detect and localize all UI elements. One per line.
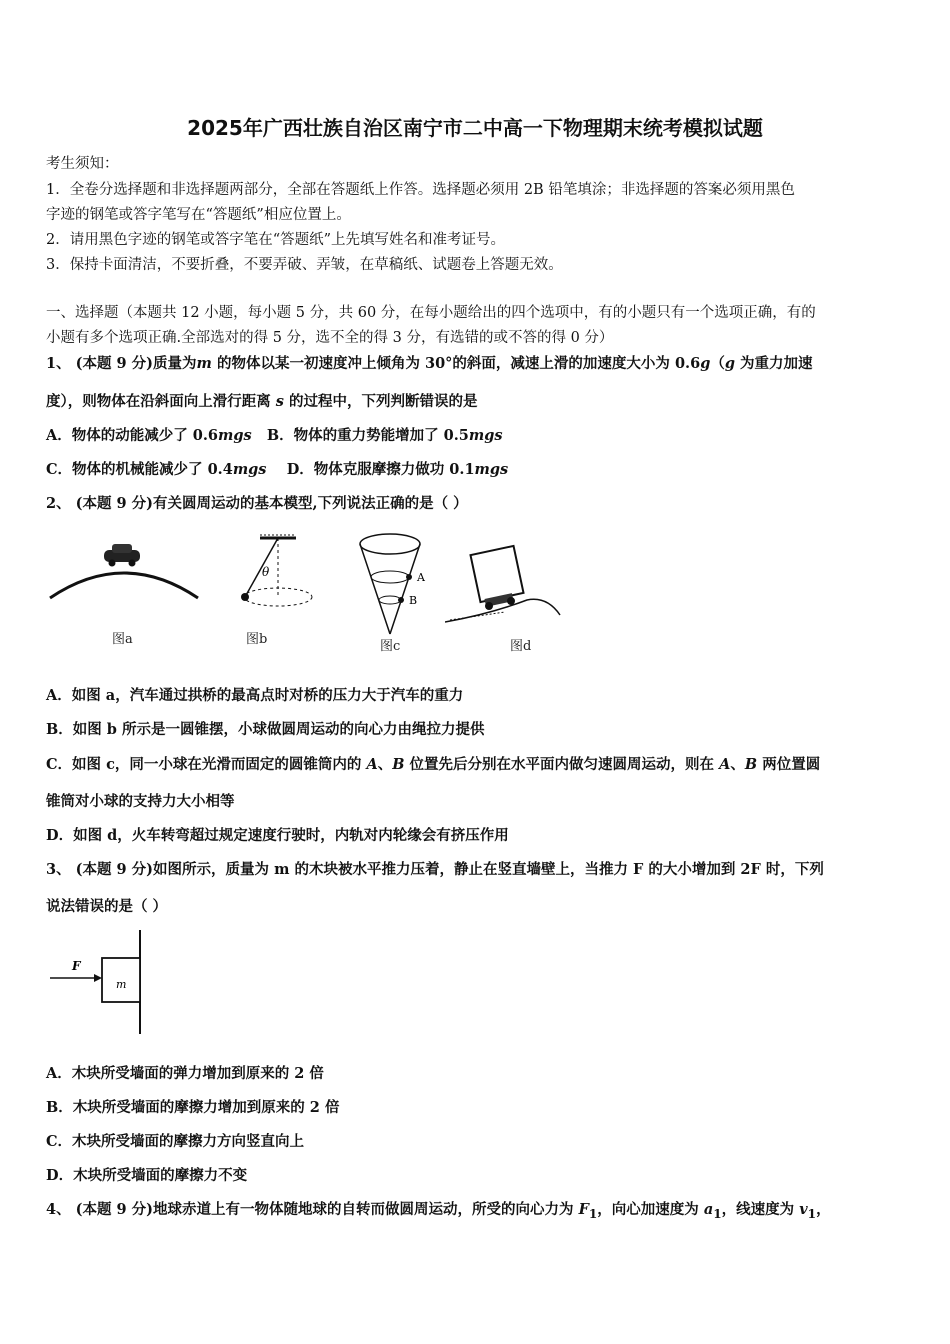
caption-fig-b: 图b xyxy=(246,632,268,647)
q2-option-c-line1: C．如图 c，同一小球在光滑而固定的圆锥筒内的 A、B 位置先后分别在水平面内做匀速圆周运动，则在 A、B 两位置圆 xyxy=(46,756,821,773)
point-b-label: B xyxy=(409,594,418,607)
q3-option-a: A．木块所受墙面的弹力增加到原来的 2 倍 xyxy=(46,1065,324,1082)
q3-option-c: C．木块所受墙面的摩擦力方向竖直向上 xyxy=(46,1133,305,1150)
notice-item-1: 1．全卷分选择题和非选择题两部分，全部在答题纸上作答。选择题必须用 2B 铅笔填涂；非选择题的答案必须用黑色 xyxy=(46,182,795,198)
q2-option-b: B．如图 b 所示是一圆锥摆，小球做圆周运动的向心力由绳拉力提供 xyxy=(46,721,485,738)
q2-option-d: D．如图 d，火车转弯超过规定速度行驶时，内轨对内轮缘会有挤压作用 xyxy=(46,827,509,844)
caption-fig-d: 图d xyxy=(510,639,532,654)
force-f-label: F xyxy=(72,959,81,973)
notice-item-1-cont: 字迹的钢笔或答字笔写在“答题纸”相应位置上。 xyxy=(46,207,351,223)
q1-options-cd xyxy=(46,458,508,479)
figure-b-conical-pendulum xyxy=(230,534,320,624)
q2-option-a: A．如图 a，汽车通过拱桥的最高点时对桥的压力大于汽车的重力 xyxy=(46,687,464,704)
q1-options-ab xyxy=(46,424,503,445)
caption-fig-a: 图a xyxy=(112,632,133,647)
q1-option-d: D．物体克服摩擦力做功 0.1mgs xyxy=(286,461,509,478)
notice-item-2: 2．请用黑色字迹的钢笔或答字笔在“答题纸”上先填写姓名和准考证号。 xyxy=(46,232,506,248)
figure-d-train-curve xyxy=(445,540,565,630)
page-title: 2025年广西壮族自治区南宁市二中高一下物理期末统考模拟试题 xyxy=(187,116,763,140)
section-header-line2: 小题有多个选项正确.全部选对的得 5 分，选不全的得 3 分，有选错的或不答的得 0 分） xyxy=(46,330,614,346)
theta-label: θ xyxy=(262,565,270,579)
q3-option-b: B．木块所受墙面的摩擦力增加到原来的 2 倍 xyxy=(46,1099,340,1116)
q3-option-d: D．木块所受墙面的摩擦力不变 xyxy=(46,1167,248,1184)
q1-option-a: A．物体的动能减少了 0.6mgs xyxy=(46,427,252,444)
caption-fig-c: 图c xyxy=(380,639,401,654)
q4-stem-line1: 4、 (本题 9 分)地球赤道上有一物体随地球的自转而做圆周运动，所受的向心力为 $F_1$，向心加速度为 $a_1$，线速度为 $v_1$， xyxy=(46,1201,831,1221)
q1-stem-line1: 1、 (本题 9 分)质量为m 的物体以某一初速度冲上倾角为 30°的斜面，减速上滑的加速度大小为 0.6g（g 为重力加速 xyxy=(46,355,813,372)
q1-option-b: B．物体的重力势能增加了 0.5mgs xyxy=(266,427,503,444)
notice-heading: 考生须知： xyxy=(46,156,119,172)
mass-m-label: m xyxy=(116,978,127,991)
q3-stem-line2: 说法错误的是（ ） xyxy=(46,898,168,915)
q2-stem: 2、 (本题 9 分)有关圆周运动的基本模型,下列说法正确的是（ ） xyxy=(46,495,468,512)
figure-c-cone xyxy=(350,530,440,640)
point-a-label: A xyxy=(417,571,425,584)
figure-block-on-wall xyxy=(46,928,146,1036)
section-header-line1: 一、选择题（本题共 12 小题，每小题 5 分，共 60 分，在每小题给出的四个选项中，有的小题只有一个选项正确，有的 xyxy=(46,305,816,321)
q2-option-c-line2: 锥筒对小球的支持力大小相等 xyxy=(46,793,235,810)
notice-item-3: 3．保持卡面清洁，不要折叠，不要弄破、弄皱，在草稿纸、试题卷上答题无效。 xyxy=(46,257,563,273)
q1-stem-line2: 度），则物体在沿斜面向上滑行距离 s 的过程中，下列判断错误的是 xyxy=(46,393,478,410)
q1-option-c: C．物体的机械能减少了 0.4mgs xyxy=(46,461,267,478)
q3-stem-line1: 3、 (本题 9 分)如图所示，质量为 m 的木块被水平推力压着，静止在竖直墙壁上，当推力 F 的大小增加到 2F 时，下列 xyxy=(46,861,824,878)
